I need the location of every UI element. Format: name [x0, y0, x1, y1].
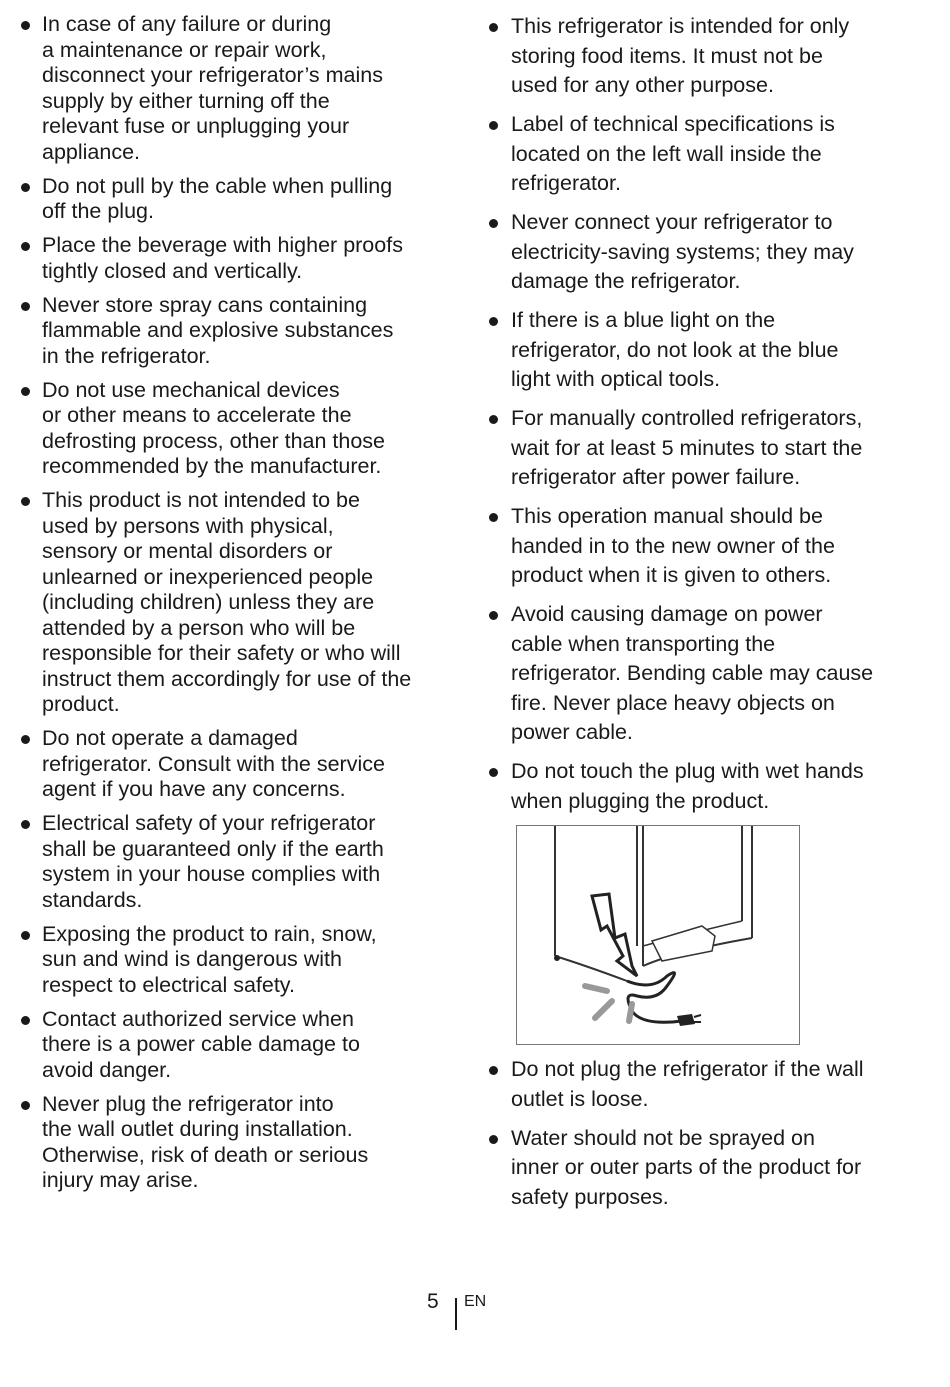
list-item-line: refrigerator. Consult with the service — [42, 751, 385, 776]
list-item-line: the wall outlet during installation. — [42, 1117, 353, 1141]
left-bullet-list — [18, 12, 433, 1194]
list-item-line: injury may arise. — [42, 1168, 199, 1192]
list-item — [486, 1124, 906, 1213]
list-item-line: Exposing the product to rain, snow, — [42, 921, 377, 946]
list-item-line: Contact authorized service when — [42, 1006, 354, 1031]
list-item-line: off the plug. — [42, 199, 154, 223]
list-item-line: tightly closed and vertically. — [42, 258, 303, 283]
bullet-icon — [489, 23, 498, 32]
list-item-line: defrosting process, other than those — [42, 428, 386, 453]
language-code: EN — [464, 1293, 487, 1310]
list-item-line: located on the left wall inside the — [511, 141, 822, 166]
bullet-icon — [489, 1066, 498, 1075]
left-column — [18, 12, 433, 1202]
list-item — [18, 12, 433, 165]
bullet-icon — [21, 242, 30, 251]
list-item-line: there is a power cable damage to — [42, 1032, 360, 1056]
list-item-line: a maintenance or repair work, — [42, 37, 327, 62]
list-item-line: wait for at least 5 minutes to start the — [511, 435, 863, 460]
list-item-line: responsible for their safety or who will — [42, 641, 401, 665]
list-item-line: outlet is loose. — [511, 1086, 649, 1111]
bullet-icon — [21, 21, 30, 30]
list-item-line: damage the refrigerator. — [511, 269, 741, 293]
right-column — [486, 12, 906, 826]
bullet-icon — [489, 513, 498, 522]
list-item-line: flammable and explosive substances — [42, 318, 394, 342]
bullet-icon — [489, 1135, 498, 1144]
list-item-line: electricity-saving systems; they may — [511, 239, 854, 264]
list-item-line: product. — [42, 692, 120, 716]
list-item — [486, 502, 906, 591]
list-item-line: safety purposes. — [511, 1184, 669, 1209]
list-item — [486, 600, 906, 748]
list-item-line: supply by either turning off the — [42, 88, 330, 113]
list-item-line: This refrigerator is intended for only — [511, 14, 850, 38]
list-item-line: Do not operate a damaged — [42, 726, 298, 750]
list-item-line: appliance. — [42, 139, 141, 164]
bullet-icon — [21, 820, 30, 829]
list-item-line: refrigerator. Bending cable may cause — [511, 661, 874, 685]
list-item — [18, 378, 433, 480]
bullet-icon — [489, 768, 498, 777]
list-item-line: avoid danger. — [42, 1057, 172, 1082]
list-item-line: (including children) unless they are — [42, 590, 375, 614]
list-item-line: relevant fuse or unplugging your — [42, 114, 350, 138]
list-item-line: instruct them accordingly for use of the — [42, 666, 412, 691]
list-item — [486, 208, 906, 297]
list-item-line: attended by a person who will be — [42, 615, 356, 640]
list-item-line: in the refrigerator. — [42, 343, 211, 368]
list-item-line: product when it is given to others. — [511, 563, 832, 587]
list-item-line: Water should not be sprayed on — [511, 1125, 815, 1150]
list-item — [18, 488, 433, 718]
list-item-line: refrigerator after power failure. — [511, 465, 801, 489]
list-item-line: sun and wind is dangerous with — [42, 947, 342, 971]
list-item-line: For manually controlled refrigerators, — [511, 406, 863, 430]
bullet-icon — [489, 121, 498, 130]
bullet-icon — [21, 387, 30, 396]
bullet-icon — [489, 219, 498, 228]
list-item-line: used by persons with physical, — [42, 513, 334, 538]
list-item-line: or other means to accelerate the — [42, 403, 352, 427]
list-item-line: Never store spray cans containing — [42, 292, 368, 317]
list-item-line: Label of technical specifications is — [511, 112, 835, 136]
bullet-icon — [489, 317, 498, 326]
bullet-icon — [489, 611, 498, 620]
wet-hands-plug-illustration — [516, 825, 800, 1045]
list-item-line: In case of any failure or during — [42, 12, 332, 36]
list-item-line: respect to electrical safety. — [42, 972, 295, 997]
list-item-line: refrigerator, do not look at the blue — [511, 337, 839, 362]
list-item-line: storing food items. It must not be — [511, 43, 823, 68]
list-item-line: handed in to the new owner of the — [511, 533, 835, 558]
footer-divider — [455, 1298, 457, 1330]
list-item-line: shall be guaranteed only if the earth — [42, 836, 384, 861]
list-item-line: cable when transporting the — [511, 631, 776, 656]
list-item — [486, 404, 906, 493]
list-item — [18, 293, 433, 370]
list-item — [18, 726, 433, 803]
bullet-icon — [21, 1101, 30, 1110]
list-item-line: Place the beverage with higher proofs — [42, 233, 403, 257]
list-item-line: power cable. — [511, 720, 633, 744]
list-item — [486, 1055, 906, 1114]
list-item-line: light with optical tools. — [511, 367, 721, 391]
list-item — [18, 1007, 433, 1084]
list-item-line: If there is a blue light on the — [511, 308, 776, 332]
list-item-line: Never connect your refrigerator to — [511, 210, 833, 234]
list-item-line: disconnect your refrigerator’s mains — [42, 63, 383, 87]
list-item-line: when plugging the product. — [511, 788, 770, 813]
list-item-line: inner or outer parts of the product for — [511, 1155, 862, 1179]
list-item-line: fire. Never place heavy objects on — [511, 690, 835, 715]
list-item-line: This product is not intended to be — [42, 488, 360, 512]
list-item — [18, 1092, 433, 1194]
bullet-icon — [21, 1016, 30, 1025]
list-item — [486, 757, 906, 816]
list-item — [18, 922, 433, 999]
list-item-line: Otherwise, risk of death or serious — [42, 1142, 369, 1167]
list-item-line: used for any other purpose. — [511, 73, 774, 97]
right-bullet-list-lower — [486, 1055, 906, 1212]
list-item-line: Do not touch the plug with wet hands — [511, 759, 864, 783]
list-item — [486, 110, 906, 199]
bullet-icon — [21, 735, 30, 744]
right-column-lower — [486, 1055, 906, 1222]
right-bullet-list — [486, 12, 906, 816]
list-item-line: system in your house complies with — [42, 862, 381, 886]
list-item-line: Electrical safety of your refrigerator — [42, 811, 376, 835]
list-item — [18, 174, 433, 225]
page-number: 5 — [427, 1290, 439, 1313]
list-item-line: Do not use mechanical devices — [42, 377, 340, 402]
list-item-line: refrigerator. — [511, 171, 621, 195]
list-item-line: This operation manual should be — [511, 504, 823, 528]
list-item-line: Do not plug the refrigerator if the wall — [511, 1057, 864, 1081]
bullet-icon — [21, 183, 30, 192]
list-item — [18, 811, 433, 913]
list-item-line: standards. — [42, 887, 143, 912]
list-item-line: sensory or mental disorders or — [42, 539, 333, 563]
list-item-line: agent if you have any concerns. — [42, 777, 346, 801]
list-item-line: unlearned or inexperienced people — [42, 564, 374, 589]
bullet-icon — [21, 931, 30, 940]
list-item-line: Never plug the refrigerator into — [42, 1091, 334, 1116]
bullet-icon — [21, 302, 30, 311]
bullet-icon — [21, 497, 30, 506]
list-item — [18, 233, 433, 284]
bullet-icon — [489, 415, 498, 424]
list-item-line: recommended by the manufacturer. — [42, 454, 382, 478]
list-item — [486, 306, 906, 395]
list-item — [486, 12, 906, 101]
list-item-line: Do not pull by the cable when pulling — [42, 173, 393, 198]
plug-warning-icon — [517, 826, 799, 1044]
list-item-line: Avoid causing damage on power — [511, 602, 823, 626]
